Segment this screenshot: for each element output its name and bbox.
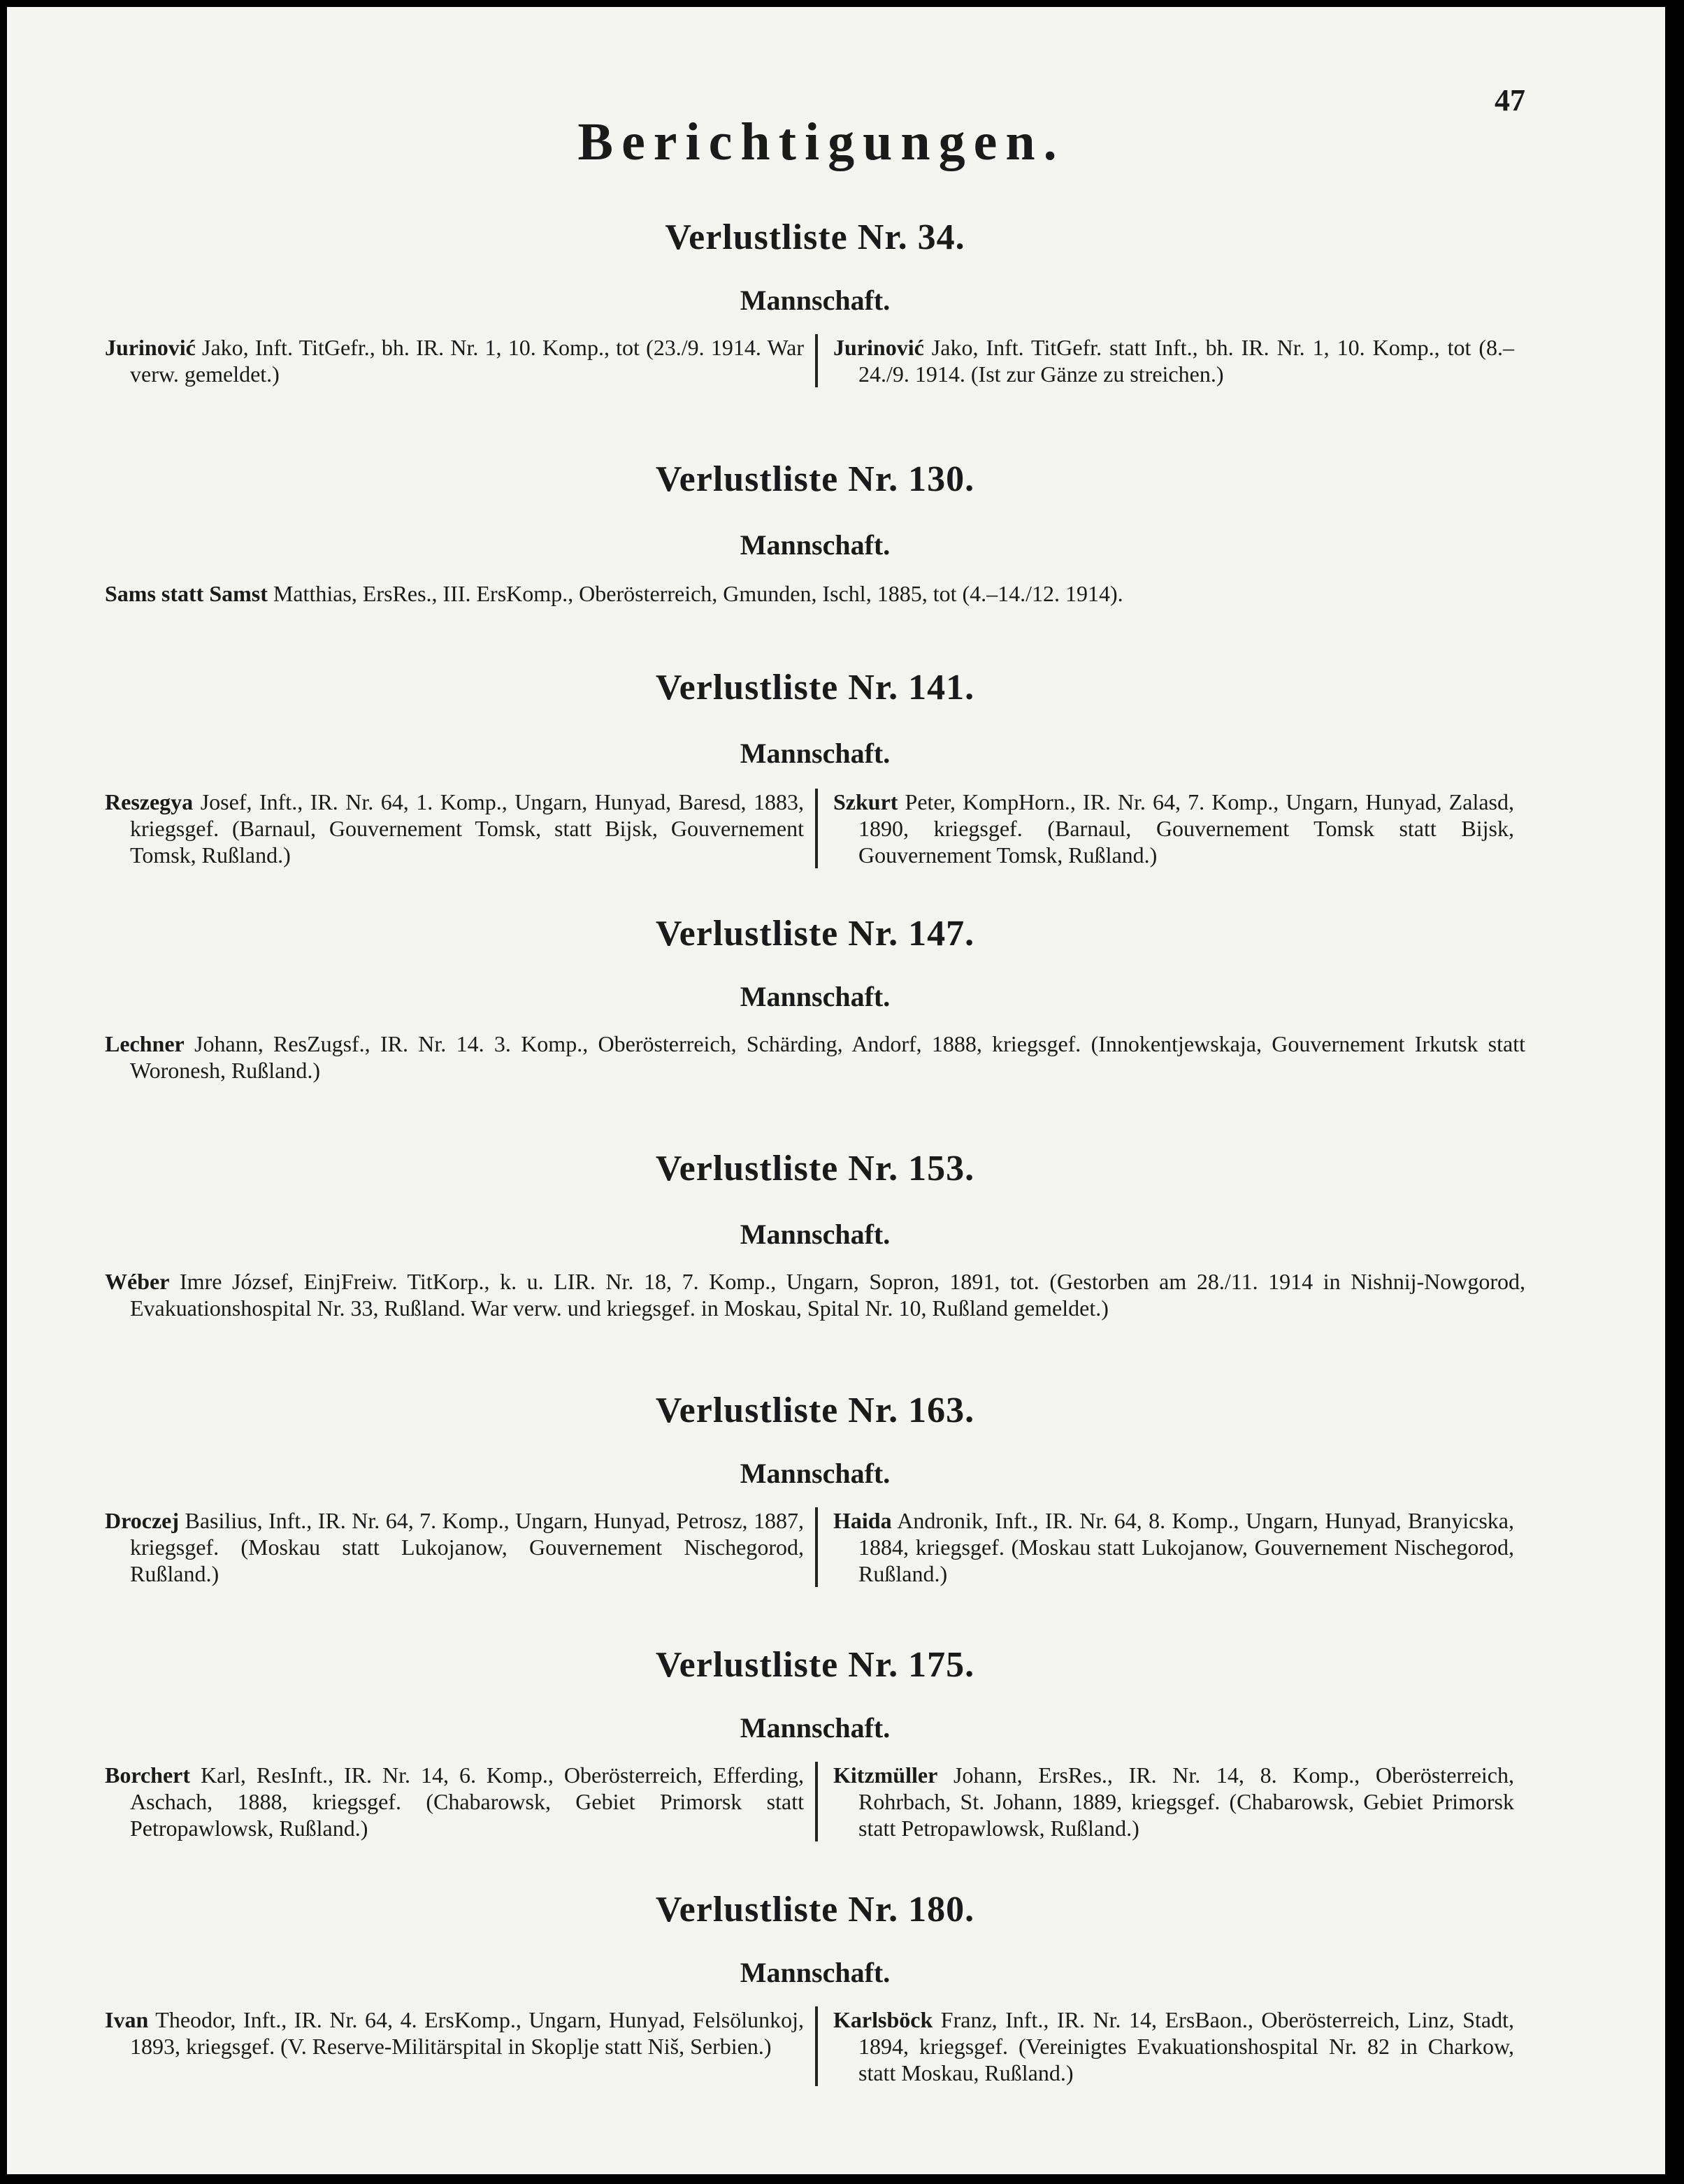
section-verlustliste-141: [105, 667, 1525, 868]
entry-name: Sams statt Samst: [105, 581, 268, 606]
entry-columns: [105, 1507, 1525, 1587]
section-heading: Verlustliste Nr. 130.: [655, 459, 975, 499]
entry-text: Karl, ResInft., IR. Nr. 14, 6. Komp., Oberösterreich, Efferding, Aschach, 1888, kriegsgef. (Chabarowsk, Gebiet Primorsk statt Petropawlowsk, Rußland.): [130, 1762, 805, 1841]
entry-name: Reszegya: [105, 789, 194, 814]
entry-name: Jurinović: [833, 335, 924, 360]
section-verlustliste-147: [105, 913, 1525, 1084]
section-subheading: Mannschaft.: [740, 1712, 891, 1744]
section-verlustliste-163: [105, 1390, 1525, 1587]
entry-text: Andronik, Inft., IR. Nr. 64, 8. Komp., Ungarn, Hunyad, Branyicska, 1884, kriegsgef. (Moskau statt Lukojanow, Gouvernement Nischegorod, Rußland.): [858, 1508, 1515, 1586]
section-subheading: Mannschaft.: [740, 285, 891, 316]
entry-text: Franz, Inft., IR. Nr. 14, ErsBaon., Oberösterreich, Linz, Stadt, 1894, kriegsgef. (Vereinigtes Evakuationshospital Nr. 82 in Charkow, statt Moskau, Rußland.): [858, 2007, 1515, 2085]
entry-text: Theodor, Inft., IR. Nr. 64, 4. ErsKomp., Ungarn, Hunyad, Felsölunkoj, 1893, kriegsgef. (V. Reserve-Militärspital in Skoplje statt Niš, Serbien.): [130, 2007, 804, 2059]
entry: [105, 334, 804, 387]
document-page: [7, 7, 1665, 2174]
entry-text: Jako, Inft. TitGefr., bh. IR. Nr. 1, 10. Komp., tot (23./9. 1914. War verw. gemeldet.): [130, 335, 805, 387]
entry-name: Ivan: [105, 2007, 149, 2032]
entry: [815, 789, 1514, 868]
entry-name: Karlsböck: [833, 2007, 933, 2032]
section-verlustliste-175: [105, 1644, 1525, 1841]
entry-text: Johann, ErsRes., IR. Nr. 14, 8. Komp., Oberösterreich, Rohrbach, St. Johann, 1889, kriegsgef. (Chabarowsk, Gebiet Primorsk statt Petropawlowsk, Rußland.): [858, 1762, 1515, 1841]
section-verlustliste-34: [105, 217, 1525, 387]
section-verlustliste-153: [105, 1148, 1525, 1321]
entry-name: Szkurt: [833, 789, 898, 814]
section-heading: Verlustliste Nr. 153.: [655, 1149, 975, 1188]
entry-name: Borchert: [105, 1762, 191, 1788]
section-subheading: Mannschaft.: [740, 981, 891, 1012]
section-heading: Verlustliste Nr. 175.: [655, 1645, 975, 1685]
entry: [105, 1507, 804, 1587]
entry: [815, 334, 1514, 387]
entry: [105, 1762, 804, 1841]
entry-name: Haida: [833, 1508, 892, 1533]
page-title: Berichtigungen.: [577, 113, 1065, 171]
entry-text: Peter, KompHorn., IR. Nr. 64, 7. Komp., Ungarn, Hunyad, Zalasd, 1890, kriegsgef. (Barnaul, Gouvernement Tomsk statt Bijsk, Gouvernement Tomsk, Rußland.): [858, 789, 1515, 868]
section-subheading: Mannschaft.: [740, 1458, 891, 1489]
entry-columns: [105, 334, 1525, 387]
page-number: 47: [1495, 83, 1525, 117]
entry-columns: [105, 2006, 1525, 2086]
section-verlustliste-130: [105, 459, 1525, 607]
entry-text: Matthias, ErsRes., III. ErsKomp., Oberösterreich, Gmunden, Ischl, 1885, tot (4.–14./12. 1914).: [273, 581, 1123, 606]
section-subheading: Mannschaft.: [740, 1219, 891, 1250]
entry-text: Imre József, EinjFreiw. TitKorp., k. u. LIR. Nr. 18, 7. Komp., Ungarn, Sopron, 1891, tot. (Gestorben am 28./11. 1914 in Nishnij-Nowgorod, Evakuationshospital Nr. 33, Rußland. War verw. und kriegsgef. in Moskau, Spital Nr. 10, Rußland gemeldet.): [130, 1269, 1526, 1321]
entry: [105, 580, 1525, 607]
entry-columns: [105, 789, 1525, 868]
section-subheading: Mannschaft.: [740, 529, 891, 561]
entry-name: Lechner: [105, 1031, 185, 1056]
section-heading: Verlustliste Nr. 141.: [655, 668, 975, 707]
section-heading: Verlustliste Nr. 34.: [665, 217, 965, 257]
entry: [815, 2006, 1514, 2086]
entry: [105, 1268, 1525, 1321]
entry-text: Johann, ResZugsf., IR. Nr. 14. 3. Komp., Oberösterreich, Schärding, Andorf, 1888, kriegsgef. (Innokentjewskaja, Gouvernement Irkutsk statt Woronesh, Rußland.): [130, 1031, 1526, 1083]
section-heading: Verlustliste Nr. 163.: [655, 1391, 975, 1430]
entry: [815, 1507, 1514, 1587]
entry-columns: [105, 1762, 1525, 1841]
entry-name: Kitzmüller: [833, 1762, 938, 1788]
entry-text: Basilius, Inft., IR. Nr. 64, 7. Komp., Ungarn, Hunyad, Petrosz, 1887, kriegsgef. (Moskau statt Lukojanow, Gouvernement Nischegorod, Rußland.): [130, 1508, 805, 1586]
entry-name: Droczej: [105, 1508, 179, 1533]
entry: [105, 2006, 804, 2086]
entry: [815, 1762, 1514, 1841]
section-heading: Verlustliste Nr. 147.: [655, 914, 975, 954]
entry-text: Jako, Inft. TitGefr. statt Inft., bh. IR. Nr. 1, 10. Komp., tot (8.–24./9. 1914. (Ist zur Gänze zu streichen.): [858, 335, 1515, 387]
entry-name: Wéber: [105, 1269, 170, 1294]
entry-text: Josef, Inft., IR. Nr. 64, 1. Komp., Ungarn, Hunyad, Baresd, 1883, kriegsgef. (Barnaul, Gouvernement Tomsk, statt Bijsk, Gouvernement Tomsk, Rußland.): [130, 789, 805, 868]
section-heading: Verlustliste Nr. 180.: [655, 1890, 975, 1930]
entry: [105, 1030, 1525, 1084]
section-subheading: Mannschaft.: [740, 738, 891, 769]
section-verlustliste-180: [105, 1889, 1525, 2086]
section-subheading: Mannschaft.: [740, 1957, 891, 1988]
entry-name: Jurinović: [105, 335, 196, 360]
entry: [105, 789, 804, 868]
